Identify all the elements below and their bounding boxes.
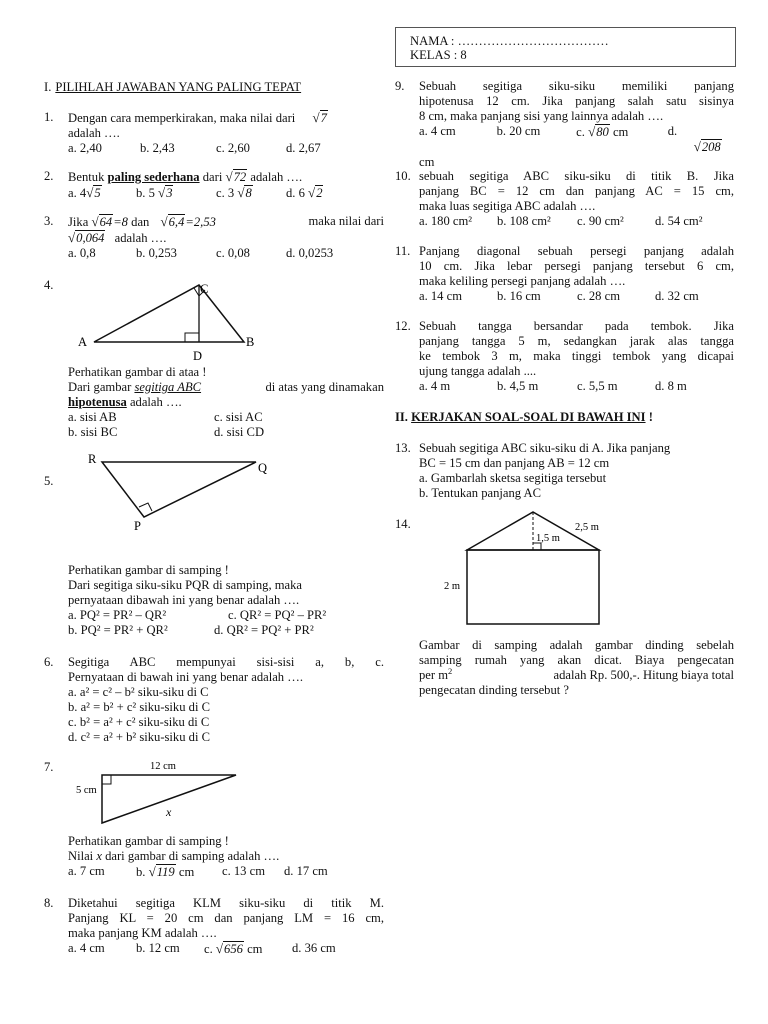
- q4-label-d: D: [193, 349, 203, 363]
- q2-option-b[interactable]: b. 5 √3: [136, 185, 173, 200]
- sqrt-64: √64: [91, 214, 113, 229]
- q14-label-slant: 2,5 m: [575, 522, 599, 533]
- question-12: 12. Sebuah tangga bersandar pada tembok. Jika panjang tangga 5 m, sedangkan jarak alas tangga ke tembok 3 m, maka tinggi tembok yang dicapai ujung tangga adalah .... a. 4 m b. 4,5 m c. 5,5 m d. 8 m: [395, 319, 734, 393]
- q4-option-c[interactable]: c. sisi AC: [214, 410, 263, 424]
- question-9: 9. Sebuah segitiga siku-siku memiliki panjang hipotenusa 12 cm. Jika panjang salah satu sisinya 8 cm, maka panjang sisi yang lainnya adalah …. a. 4 cm b. 20 cm c. √80 cm d. √208 cm: [395, 79, 734, 169]
- q12-option-c[interactable]: c. 5,5 m: [577, 379, 618, 393]
- section-1-title: I. PILIHLAH JAWABAN YANG PALING TEPAT: [44, 80, 302, 94]
- nama-field: NAMA : ………………………………: [410, 34, 609, 48]
- sqrt-7: √7: [312, 110, 327, 125]
- q11-option-b[interactable]: b. 16 cm: [497, 289, 541, 303]
- q9-option-a[interactable]: a. 4 cm: [419, 124, 456, 138]
- q8-option-b[interactable]: b. 12 cm: [136, 941, 180, 955]
- q12-option-a[interactable]: a. 4 m: [419, 379, 451, 393]
- q3-option-c[interactable]: c. 0,08: [216, 246, 250, 260]
- q14-label-side: 2 m: [444, 581, 461, 592]
- question-2: 2. Bentuk paling sederhana dari √72 adalah …. a. 4√5 b. 5 √3 c. 3 √8 d. 6 √2: [44, 169, 384, 201]
- q4-label-a: A: [78, 335, 88, 349]
- question-10: 10. sebuah segitiga ABC siku-siku di titik B. Jika panjang BC = 12 cm dan panjang AC = 15 cm, maka luas segitiga ABC adalah …. a. 180 cm² b. 108 cm² c. 90 cm² d. 54 cm²: [395, 169, 734, 228]
- q4-option-b[interactable]: b. sisi BC: [68, 425, 118, 439]
- q14-right-angle: [533, 543, 541, 550]
- q5-number: 5.: [44, 474, 54, 488]
- question-3: 3. Jika √64=8 dan √6,4=2,53 maka nilai dari √0,064 adalah …. a. 0,8 b. 0,253 c. 0,08 d. 0,0253: [44, 214, 384, 260]
- q11-option-c[interactable]: c. 28 cm: [577, 289, 621, 303]
- q5-label-q: Q: [258, 461, 268, 475]
- q11-option-d[interactable]: d. 32 cm: [655, 289, 699, 303]
- q8-option-a[interactable]: a. 4 cm: [68, 941, 105, 955]
- q5-label-r: R: [88, 452, 97, 466]
- q1-option-d[interactable]: d. 2,67: [286, 141, 321, 155]
- q6-option-c[interactable]: c. b² = a² + c² siku-siku di C: [68, 715, 210, 729]
- q7-option-b[interactable]: b. √119 cm: [136, 864, 195, 879]
- q4-option-d[interactable]: d. sisi CD: [214, 425, 265, 439]
- q6-option-b[interactable]: b. a² = b² + c² siku-siku di C: [68, 700, 211, 714]
- q10-option-a[interactable]: a. 180 cm²: [419, 214, 473, 228]
- q7-option-a[interactable]: a. 7 cm: [68, 864, 105, 878]
- question-13: 13. Sebuah segitiga ABC siku-siku di A. Jika panjang BC = 15 cm dan panjang AB = 12 cm a. Gambarlah sketsa segitiga tersebut b. Tentukan panjang AC: [395, 441, 671, 500]
- sqrt-6-4: √6,4: [160, 214, 185, 229]
- q14-number: 14.: [395, 517, 411, 531]
- sqrt-0-064: √0,064: [68, 230, 105, 245]
- q1-option-c[interactable]: c. 2,60: [216, 141, 250, 155]
- q10-option-d[interactable]: d. 54 cm²: [655, 214, 703, 228]
- q14-label-height: 1,5 m: [536, 533, 560, 544]
- q9-option-d[interactable]: d. √208: [667, 124, 721, 154]
- question-1: 1. Dengan cara memperkirakan, maka nilai dari √7 adalah …. a. 2,40 b. 2,43 c. 2,60 d. 2,67: [44, 110, 384, 156]
- q2-option-a[interactable]: a. 4√5: [68, 185, 101, 200]
- q3-option-b[interactable]: b. 0,253: [136, 246, 177, 260]
- q4-label-c: C: [200, 282, 209, 296]
- question-6: 6. Segitiga ABC mempunyai sisi-sisi a, b, c. Pernyataan di bawah ini yang benar adalah …. a. a² = c² – b² siku-siku di C b. a² = b² + c² siku-siku di C c. b² = a² + c² siku-siku di C d. c² = a² + b² siku-siku di C: [44, 655, 384, 744]
- q8-option-d[interactable]: d. 36 cm: [292, 941, 336, 955]
- q7-option-d[interactable]: d. 17 cm: [284, 864, 328, 878]
- q10-option-c[interactable]: c. 90 cm²: [577, 214, 624, 228]
- q4-number: 4.: [44, 278, 54, 292]
- q7-label-hyp: x: [166, 805, 172, 819]
- q5-option-d[interactable]: d. QR² = PQ² + PR²: [214, 623, 314, 637]
- q7-option-c[interactable]: c. 13 cm: [222, 864, 266, 878]
- q3-option-a[interactable]: a. 0,8: [68, 246, 96, 260]
- q5-option-c[interactable]: c. QR² = PQ² – PR²: [228, 608, 327, 622]
- q6-option-a[interactable]: a. a² = c² – b² siku-siku di C: [68, 685, 209, 699]
- question-8: 8. Diketahui segitiga KLM siku-siku di titik M. Panjang KL = 20 cm dan panjang LM = 16 cm, maka panjang KM adalah …. a. 4 cm b. 12 cm c. √656 cm d. 36 cm: [44, 896, 384, 956]
- question-5-text: Perhatikan gambar di samping ! Dari segitiga siku-siku PQR di samping, maka pernyataan dibawah ini yang benar adalah …. a. PQ² = PR² – QR² c. QR² = PQ² – PR² b. PQ² = PR² + QR² d. QR² = PQ² + PR²: [68, 563, 327, 637]
- kelas-field: KELAS : 8: [410, 48, 467, 62]
- section-2-title: II. KERJAKAN SOAL-SOAL DI BAWAH INI !: [395, 410, 653, 424]
- q7-label-left: 5 cm: [76, 785, 97, 796]
- q14-wall-rect: [467, 550, 599, 624]
- question-7-text: Perhatikan gambar di samping ! Nilai x dari gambar di samping adalah …. a. 7 cm b. √119 cm c. 13 cm d. 17 cm: [68, 834, 328, 879]
- q11-option-a[interactable]: a. 14 cm: [419, 289, 463, 303]
- q1-option-b[interactable]: b. 2,43: [140, 141, 175, 155]
- q3-option-d[interactable]: d. 0,0253: [286, 246, 334, 260]
- q10-option-b[interactable]: b. 108 cm²: [497, 214, 551, 228]
- q1-option-a[interactable]: a. 2,40: [68, 141, 102, 155]
- sqrt-72: √72: [225, 169, 247, 184]
- q4-option-a[interactable]: a. sisi AB: [68, 410, 117, 424]
- q7-label-top: 12 cm: [150, 761, 176, 772]
- q12-option-d[interactable]: d. 8 m: [655, 379, 687, 393]
- q2-option-d[interactable]: d. 6 √2: [286, 185, 323, 200]
- q7-number: 7.: [44, 760, 54, 774]
- q5-label-p: P: [134, 519, 141, 533]
- q12-option-b[interactable]: b. 4,5 m: [497, 379, 539, 393]
- q5-option-b[interactable]: b. PQ² = PR² + QR²: [68, 623, 168, 637]
- q2-option-c[interactable]: c. 3 √8: [216, 185, 252, 200]
- q9-option-b[interactable]: b. 20 cm: [496, 124, 541, 138]
- q6-option-d[interactable]: d. c² = a² + b² siku-siku di C: [68, 730, 211, 744]
- question-11: 11. Panjang diagonal sebuah persegi panjang adalah 10 cm. Jika lebar persegi panjang tersebut 6 cm, maka keliling persegi panjang adalah …. a. 14 cm b. 16 cm c. 28 cm d. 32 cm: [395, 244, 734, 303]
- q4-label-b: B: [246, 335, 255, 349]
- q8-option-c[interactable]: c. √656 cm: [204, 941, 263, 956]
- question-4-text: Perhatikan gambar di ataa ! Dari gambar segitiga ABC di atas yang dinamakan hipotenusa adalah …. a. sisi AB c. sisi AC b. sisi BC d. sisi CD: [68, 365, 384, 439]
- q9-option-c[interactable]: c. √80 cm: [576, 124, 629, 139]
- question-14-text: Gambar di samping adalah gambar dinding sebelah samping rumah yang akan dicat. Biaya pengecatan per $m^2$ adalah Rp. 500,-. Hitung biaya total pengecatan dinding tersebut ?: [419, 638, 734, 697]
- q5-option-a[interactable]: a. PQ² = PR² – QR²: [68, 608, 167, 622]
